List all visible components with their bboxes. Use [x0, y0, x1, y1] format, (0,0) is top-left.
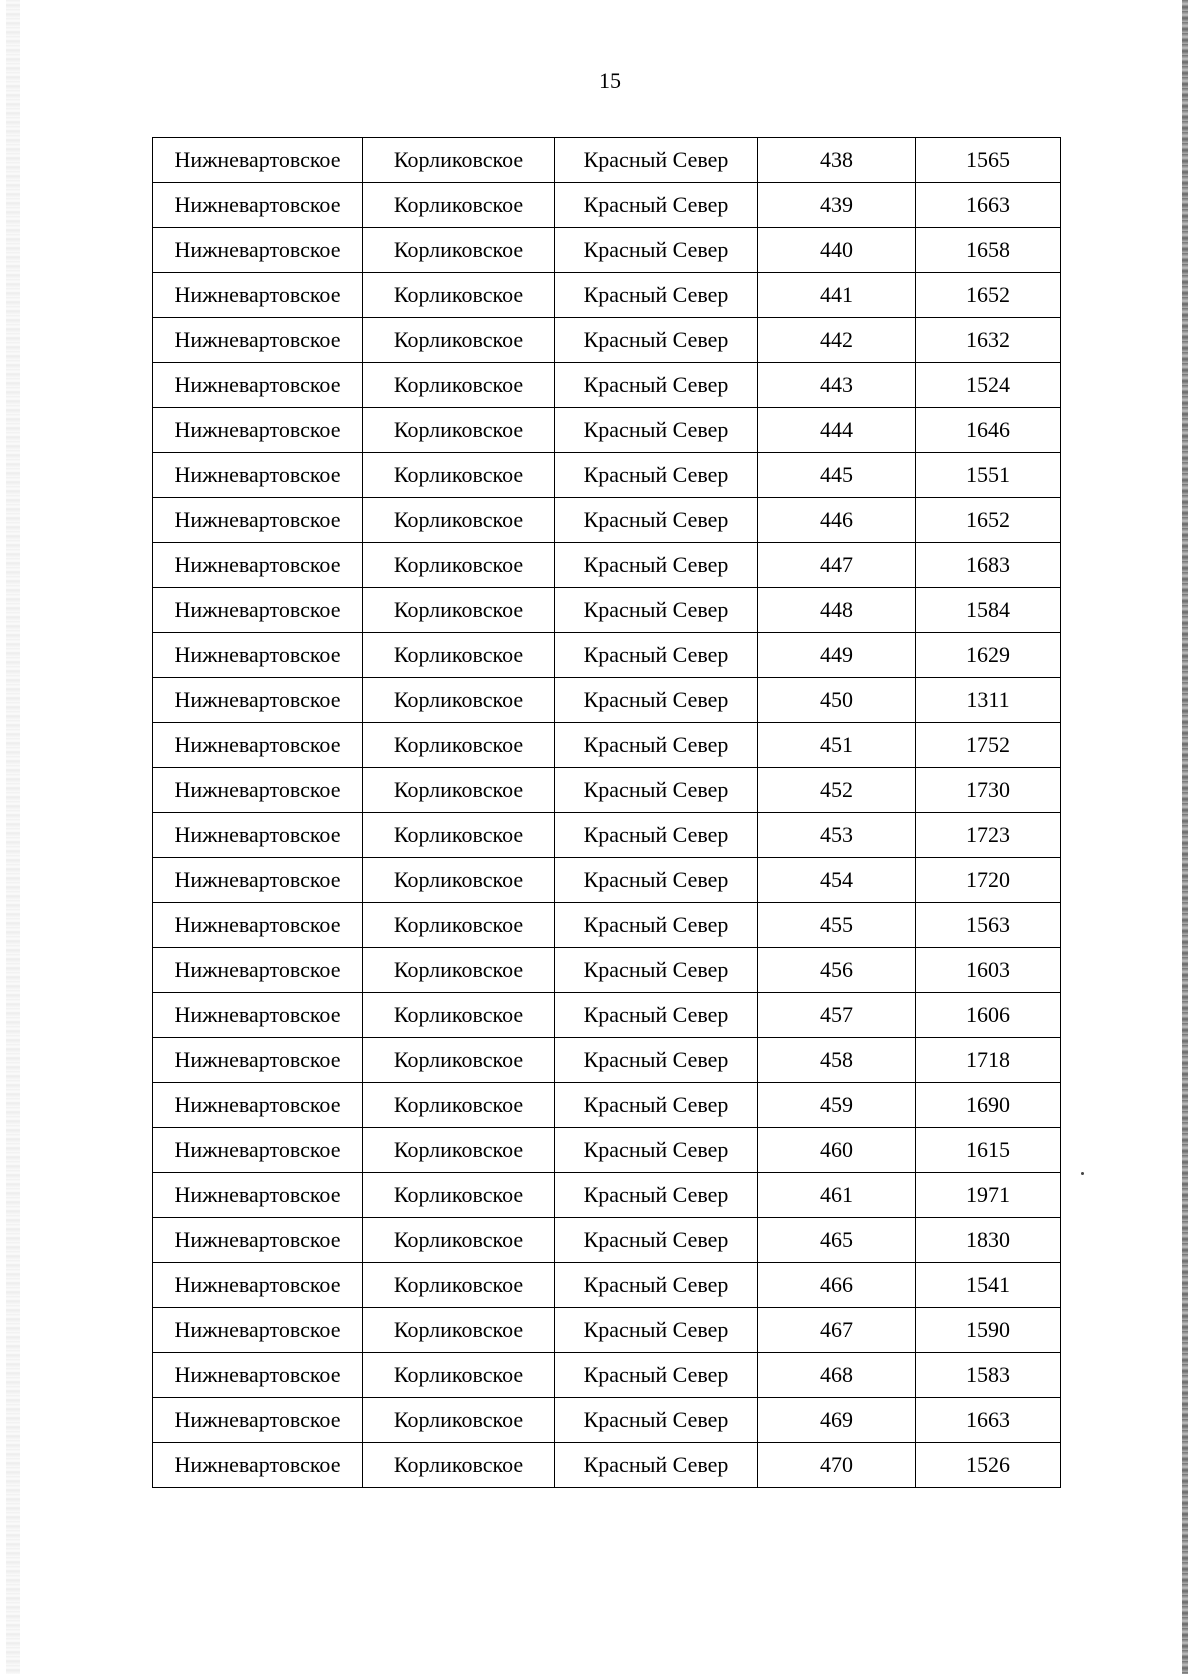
cell-quarter: 469 — [758, 1398, 916, 1443]
cell-tract: Красный Север — [555, 1308, 758, 1353]
cell-tract: Красный Север — [555, 993, 758, 1038]
cell-district: Нижневартовское — [153, 1038, 363, 1083]
cell-plot: 1526 — [916, 1443, 1061, 1488]
cell-plot: 1730 — [916, 768, 1061, 813]
cell-quarter: 449 — [758, 633, 916, 678]
cell-district: Нижневартовское — [153, 1353, 363, 1398]
cell-district: Нижневартовское — [153, 1308, 363, 1353]
cell-plot: 1752 — [916, 723, 1061, 768]
cell-tract: Красный Север — [555, 1353, 758, 1398]
table-row — [153, 993, 1061, 1038]
cell-forestry: Корликовское — [363, 1038, 555, 1083]
table-row — [153, 453, 1061, 498]
cell-tract: Красный Север — [555, 1083, 758, 1128]
cell-tract: Красный Север — [555, 1443, 758, 1488]
cell-district: Нижневартовское — [153, 1443, 363, 1488]
cell-tract: Красный Север — [555, 408, 758, 453]
cell-forestry: Корликовское — [363, 1128, 555, 1173]
table-row — [153, 1083, 1061, 1128]
page-number: 15 — [599, 68, 621, 93]
cell-district: Нижневартовское — [153, 588, 363, 633]
table-row — [153, 543, 1061, 588]
cell-district: Нижневартовское — [153, 813, 363, 858]
cell-district: Нижневартовское — [153, 1128, 363, 1173]
cell-forestry: Корликовское — [363, 228, 555, 273]
cell-tract: Красный Север — [555, 543, 758, 588]
cell-quarter: 440 — [758, 228, 916, 273]
cell-tract: Красный Север — [555, 723, 758, 768]
table-row — [153, 1353, 1061, 1398]
cell-quarter: 453 — [758, 813, 916, 858]
cell-tract: Красный Север — [555, 1263, 758, 1308]
table-row — [153, 183, 1061, 228]
cell-forestry: Корликовское — [363, 363, 555, 408]
cell-plot: 1652 — [916, 498, 1061, 543]
cell-forestry: Корликовское — [363, 1173, 555, 1218]
cell-tract: Красный Север — [555, 1218, 758, 1263]
cell-forestry: Корликовское — [363, 633, 555, 678]
table-body — [153, 138, 1061, 1488]
cell-quarter: 441 — [758, 273, 916, 318]
cell-quarter: 446 — [758, 498, 916, 543]
cell-district: Нижневартовское — [153, 858, 363, 903]
table-row — [153, 1263, 1061, 1308]
scan-edge-left — [6, 0, 20, 1674]
cell-plot: 1646 — [916, 408, 1061, 453]
cell-district: Нижневартовское — [153, 138, 363, 183]
cell-plot: 1629 — [916, 633, 1061, 678]
scan-speck — [1081, 1172, 1084, 1175]
cell-quarter: 470 — [758, 1443, 916, 1488]
cell-quarter: 456 — [758, 948, 916, 993]
cell-quarter: 454 — [758, 858, 916, 903]
cell-plot: 1663 — [916, 1398, 1061, 1443]
cell-forestry: Корликовское — [363, 1308, 555, 1353]
cell-plot: 1541 — [916, 1263, 1061, 1308]
scan-edge-right — [1182, 0, 1188, 1674]
cell-forestry: Корликовское — [363, 858, 555, 903]
cell-plot: 1590 — [916, 1308, 1061, 1353]
cell-district: Нижневартовское — [153, 1173, 363, 1218]
cell-quarter: 445 — [758, 453, 916, 498]
table-row — [153, 903, 1061, 948]
cell-quarter: 459 — [758, 1083, 916, 1128]
cell-quarter: 450 — [758, 678, 916, 723]
table-row — [153, 498, 1061, 543]
cell-quarter: 442 — [758, 318, 916, 363]
cell-quarter: 451 — [758, 723, 916, 768]
cell-plot: 1723 — [916, 813, 1061, 858]
cell-plot: 1524 — [916, 363, 1061, 408]
cell-district: Нижневартовское — [153, 903, 363, 948]
cell-forestry: Корликовское — [363, 1263, 555, 1308]
cell-tract: Красный Север — [555, 453, 758, 498]
cell-plot: 1683 — [916, 543, 1061, 588]
cell-forestry: Корликовское — [363, 813, 555, 858]
cell-forestry: Корликовское — [363, 588, 555, 633]
cell-quarter: 444 — [758, 408, 916, 453]
cell-forestry: Корликовское — [363, 543, 555, 588]
cell-plot: 1652 — [916, 273, 1061, 318]
cell-district: Нижневартовское — [153, 723, 363, 768]
cell-tract: Красный Север — [555, 633, 758, 678]
cell-tract: Красный Север — [555, 183, 758, 228]
cell-tract: Красный Север — [555, 903, 758, 948]
cell-district: Нижневартовское — [153, 1263, 363, 1308]
cell-plot: 1830 — [916, 1218, 1061, 1263]
cell-quarter: 448 — [758, 588, 916, 633]
cell-plot: 1311 — [916, 678, 1061, 723]
cell-quarter: 438 — [758, 138, 916, 183]
table-row — [153, 858, 1061, 903]
cell-forestry: Корликовское — [363, 903, 555, 948]
cell-quarter: 467 — [758, 1308, 916, 1353]
cell-tract: Красный Север — [555, 138, 758, 183]
cell-plot: 1663 — [916, 183, 1061, 228]
cell-district: Нижневартовское — [153, 228, 363, 273]
cell-tract: Красный Север — [555, 1038, 758, 1083]
cell-quarter: 439 — [758, 183, 916, 228]
cell-forestry: Корликовское — [363, 453, 555, 498]
cell-forestry: Корликовское — [363, 1083, 555, 1128]
cell-district: Нижневартовское — [153, 273, 363, 318]
cell-district: Нижневартовское — [153, 408, 363, 453]
table-row — [153, 1173, 1061, 1218]
cell-forestry: Корликовское — [363, 723, 555, 768]
cell-tract: Красный Север — [555, 1128, 758, 1173]
cell-district: Нижневартовское — [153, 318, 363, 363]
cell-plot: 1584 — [916, 588, 1061, 633]
cell-forestry: Корликовское — [363, 1398, 555, 1443]
cell-quarter: 460 — [758, 1128, 916, 1173]
cell-quarter: 468 — [758, 1353, 916, 1398]
forest-plots-table — [152, 137, 1061, 1488]
cell-district: Нижневартовское — [153, 768, 363, 813]
table-row — [153, 678, 1061, 723]
cell-district: Нижневартовское — [153, 183, 363, 228]
cell-forestry: Корликовское — [363, 183, 555, 228]
table-row — [153, 813, 1061, 858]
cell-district: Нижневартовское — [153, 993, 363, 1038]
cell-quarter: 447 — [758, 543, 916, 588]
table-row — [153, 633, 1061, 678]
cell-district: Нижневартовское — [153, 453, 363, 498]
cell-tract: Красный Север — [555, 498, 758, 543]
table-row — [153, 273, 1061, 318]
cell-district: Нижневартовское — [153, 1398, 363, 1443]
table-row — [153, 1128, 1061, 1173]
cell-forestry: Корликовское — [363, 1353, 555, 1398]
cell-forestry: Корликовское — [363, 993, 555, 1038]
table-row — [153, 138, 1061, 183]
cell-plot: 1606 — [916, 993, 1061, 1038]
cell-plot: 1971 — [916, 1173, 1061, 1218]
cell-district: Нижневартовское — [153, 498, 363, 543]
cell-forestry: Корликовское — [363, 678, 555, 723]
cell-forestry: Корликовское — [363, 498, 555, 543]
cell-tract: Красный Север — [555, 858, 758, 903]
cell-district: Нижневартовское — [153, 543, 363, 588]
cell-plot: 1718 — [916, 1038, 1061, 1083]
table-row — [153, 588, 1061, 633]
cell-tract: Красный Север — [555, 813, 758, 858]
cell-plot: 1658 — [916, 228, 1061, 273]
table-row — [153, 318, 1061, 363]
cell-district: Нижневартовское — [153, 678, 363, 723]
cell-tract: Красный Север — [555, 588, 758, 633]
cell-district: Нижневартовское — [153, 948, 363, 993]
cell-tract: Красный Север — [555, 1173, 758, 1218]
table-row — [153, 723, 1061, 768]
cell-quarter: 458 — [758, 1038, 916, 1083]
cell-plot: 1565 — [916, 138, 1061, 183]
cell-plot: 1551 — [916, 453, 1061, 498]
cell-district: Нижневартовское — [153, 363, 363, 408]
cell-plot: 1632 — [916, 318, 1061, 363]
table-row — [153, 1398, 1061, 1443]
table-row — [153, 1218, 1061, 1263]
cell-forestry: Корликовское — [363, 768, 555, 813]
cell-quarter: 457 — [758, 993, 916, 1038]
table-row — [153, 1308, 1061, 1353]
cell-quarter: 465 — [758, 1218, 916, 1263]
cell-forestry: Корликовское — [363, 948, 555, 993]
cell-tract: Красный Север — [555, 948, 758, 993]
cell-tract: Красный Север — [555, 768, 758, 813]
table-row — [153, 228, 1061, 273]
cell-plot: 1720 — [916, 858, 1061, 903]
cell-plot: 1603 — [916, 948, 1061, 993]
cell-quarter: 466 — [758, 1263, 916, 1308]
table-row — [153, 948, 1061, 993]
cell-district: Нижневартовское — [153, 633, 363, 678]
cell-forestry: Корликовское — [363, 318, 555, 363]
cell-tract: Красный Север — [555, 678, 758, 723]
cell-district: Нижневартовское — [153, 1083, 363, 1128]
table-row — [153, 408, 1061, 453]
cell-quarter: 443 — [758, 363, 916, 408]
cell-quarter: 452 — [758, 768, 916, 813]
table-row — [153, 363, 1061, 408]
table-row — [153, 768, 1061, 813]
cell-tract: Красный Север — [555, 1398, 758, 1443]
cell-plot: 1583 — [916, 1353, 1061, 1398]
cell-forestry: Корликовское — [363, 273, 555, 318]
cell-plot: 1615 — [916, 1128, 1061, 1173]
table-row — [153, 1038, 1061, 1083]
cell-tract: Красный Север — [555, 273, 758, 318]
cell-quarter: 455 — [758, 903, 916, 948]
cell-quarter: 461 — [758, 1173, 916, 1218]
cell-district: Нижневартовское — [153, 1218, 363, 1263]
cell-forestry: Корликовское — [363, 1218, 555, 1263]
cell-tract: Красный Север — [555, 363, 758, 408]
cell-plot: 1690 — [916, 1083, 1061, 1128]
cell-tract: Красный Север — [555, 318, 758, 363]
cell-forestry: Корликовское — [363, 138, 555, 183]
cell-plot: 1563 — [916, 903, 1061, 948]
cell-tract: Красный Север — [555, 228, 758, 273]
cell-forestry: Корликовское — [363, 1443, 555, 1488]
cell-forestry: Корликовское — [363, 408, 555, 453]
table-row — [153, 1443, 1061, 1488]
